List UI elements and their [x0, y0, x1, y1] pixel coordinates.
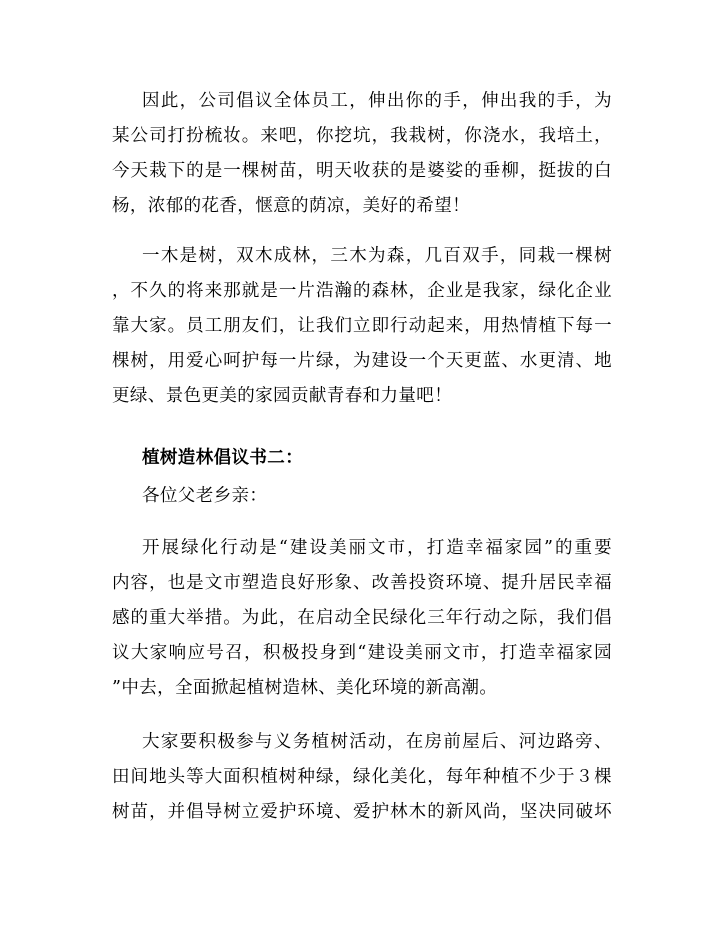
text-line: 田间地头等大面积植树种绿，绿化美化，每年种植不少于３棵 — [112, 767, 612, 787]
paragraph-1 — [112, 84, 612, 224]
paragraph-4 — [112, 725, 612, 830]
text-line: 内容，也是文市塑造良好形象、改善投资环境、提升居民幸福 — [112, 573, 612, 593]
text-line: 今天栽下的是一棵树苗，明天收获的是婆娑的垂柳，挺拔的白 — [112, 161, 612, 181]
text-line: ，不久的将来那就是一片浩瀚的森林，企业是我家，绿化企业 — [112, 281, 612, 301]
paragraph-3 — [112, 531, 612, 706]
text-line: 靠大家。员工朋友们，让我们立即行动起来，用热情植下每一 — [112, 316, 612, 336]
text-line: 更绿、景色更美的家园贡献青春和力量吧！ — [112, 386, 453, 406]
section-heading: 植树造林倡议书二： — [142, 448, 304, 468]
text-line: 杨，浓郁的花香，惬意的荫凉，美好的希望！ — [112, 196, 470, 216]
text-line: 议大家响应号召，积极投身到“建设美丽文市，打造幸福家园 — [112, 643, 612, 663]
text-line: 一木是树，双木成林，三木为森，几百双手，同栽一棵树 — [142, 246, 612, 266]
text-line: 感的重大举措。为此，在启动全民绿化三年行动之际，我们倡 — [112, 608, 612, 628]
text-line: 棵树，用爱心呵护每一片绿，为建设一个天更蓝、水更清、地 — [112, 351, 612, 371]
text-line: ”中去，全面掀起植树造林、美化环境的新高潮。 — [112, 678, 498, 698]
text-line: 某公司打扮梳妆。来吧，你挖坑，我栽树，你浇水，我培土， — [112, 126, 612, 146]
text-line: 开展绿化行动是“建设美丽文市，打造幸福家园”的重要 — [142, 538, 612, 558]
paragraph-2 — [112, 239, 612, 414]
text-line: 因此，公司倡议全体员工，伸出你的手，伸出我的手，为 — [142, 91, 612, 111]
salutation: 各位父老乡亲： — [142, 486, 268, 506]
text-line: 树苗，并倡导树立爱护环境、爱护林木的新风尚，坚决同破坏 — [112, 802, 612, 822]
text-line: 大家要积极参与义务植树活动，在房前屋后、河边路旁、 — [142, 732, 612, 752]
